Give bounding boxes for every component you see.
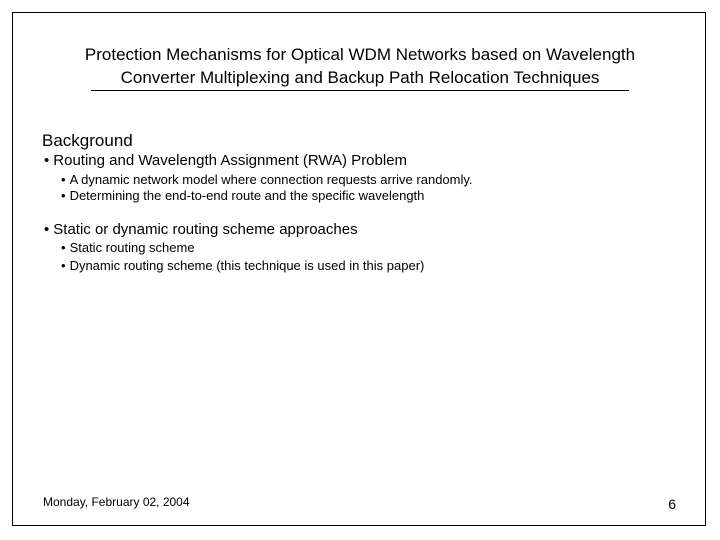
sub-bullet-item bbox=[61, 258, 424, 274]
section-heading: Background bbox=[42, 131, 133, 150]
sub-bullet-text: Determining the end-to-end route and the specific wavelength bbox=[69, 188, 425, 203]
sub-bullet-text: A dynamic network model where connection requests arrive randomly. bbox=[69, 172, 473, 187]
sub-bullet-text: Static routing scheme bbox=[69, 240, 195, 255]
bullet-icon: • bbox=[44, 152, 50, 169]
bullet-item-rwa bbox=[44, 152, 407, 170]
bullet-icon: • bbox=[44, 221, 50, 238]
sub-bullet-item bbox=[61, 172, 473, 188]
slide-title bbox=[13, 43, 707, 89]
page-number: 6 bbox=[668, 496, 676, 512]
sub-bullet-item bbox=[61, 188, 424, 204]
bullet-text: Static or dynamic routing scheme approaches bbox=[53, 221, 358, 238]
bullet-icon: • bbox=[61, 240, 66, 255]
title-underline bbox=[91, 90, 629, 91]
bullet-icon: • bbox=[61, 172, 66, 187]
title-line-1: Protection Mechanisms for Optical WDM Networks based on Wavelength bbox=[84, 45, 636, 64]
bullet-text: Routing and Wavelength Assignment (RWA) Problem bbox=[53, 152, 408, 169]
bullet-item-routing-approaches bbox=[44, 221, 358, 239]
slide-frame bbox=[12, 12, 706, 526]
slide-date: Monday, February 02, 2004 bbox=[43, 495, 190, 509]
sub-bullet-item bbox=[61, 240, 195, 256]
bullet-icon: • bbox=[61, 188, 66, 203]
title-line-2: Converter Multiplexing and Backup Path Relocation Techniques bbox=[120, 68, 600, 87]
sub-bullet-text: Dynamic routing scheme (this technique is used in this paper) bbox=[69, 258, 425, 273]
bullet-icon: • bbox=[61, 258, 66, 273]
